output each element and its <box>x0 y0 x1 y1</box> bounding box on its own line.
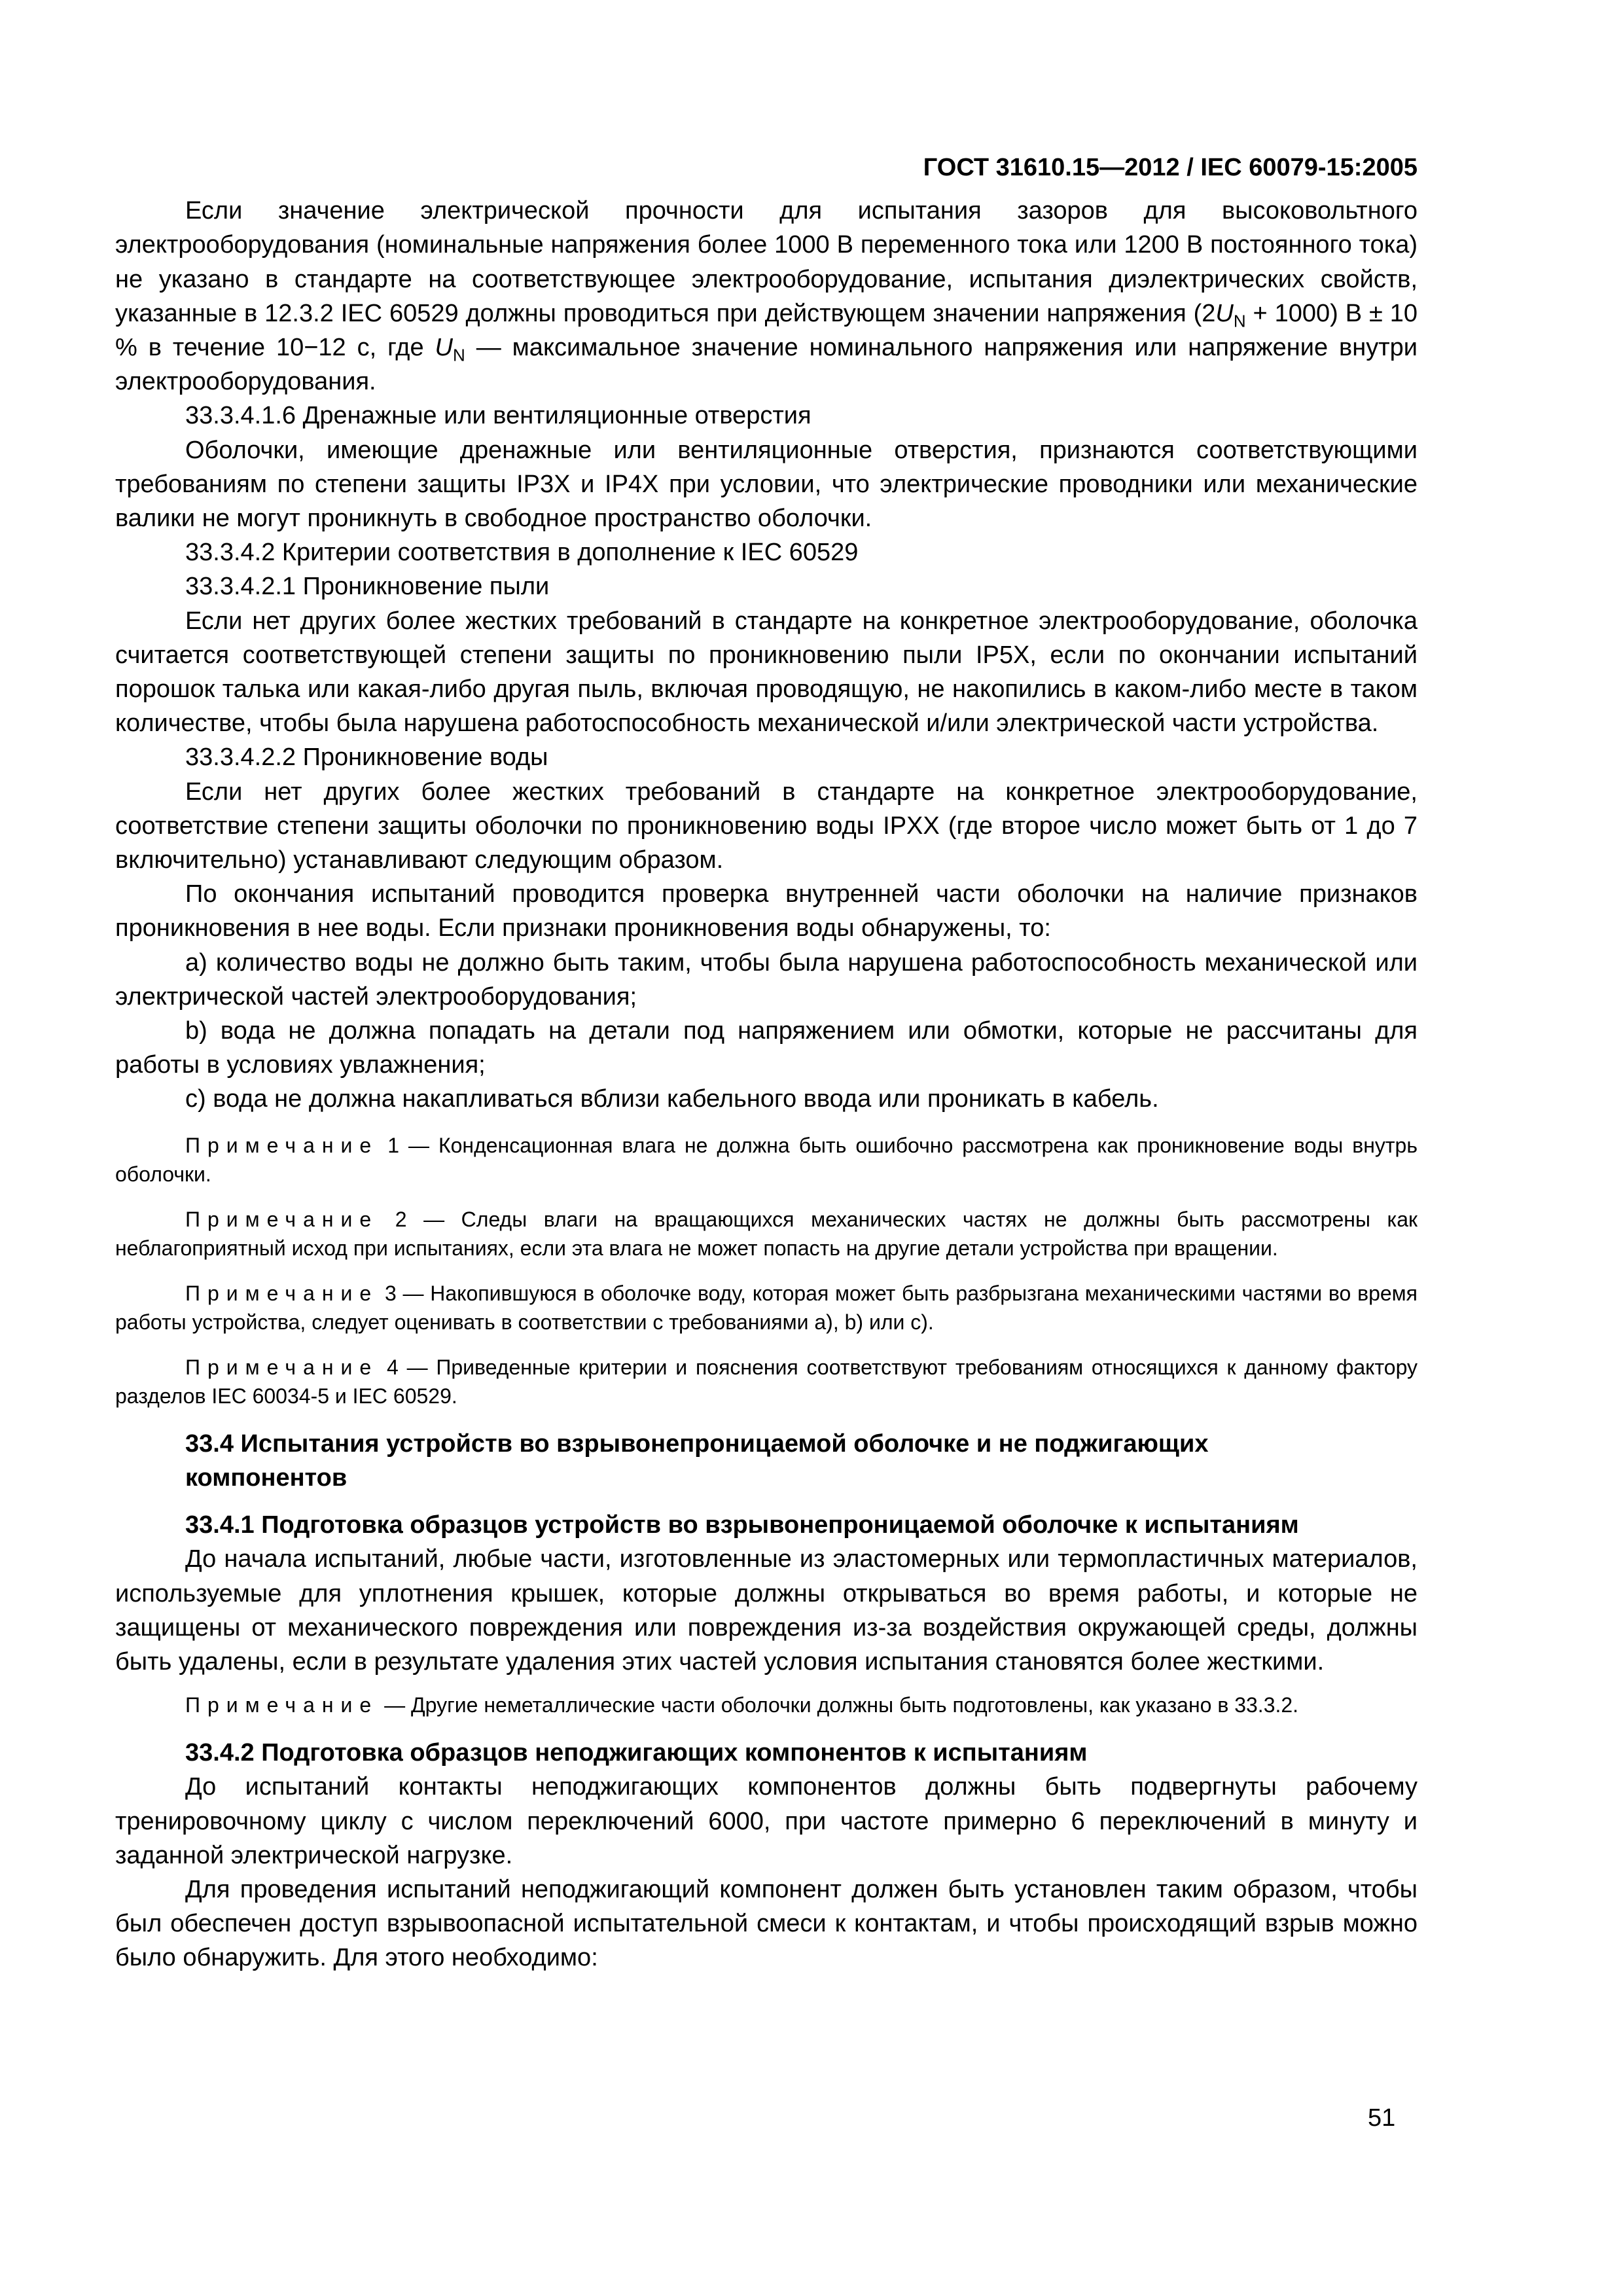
section-33-4-2-text-1: До испытаний контакты неподжигающих компонентов должны быть подвергнуты рабочему тренировочному циклу с числом переключений 6000, при частоте примерно 6 переключений в минуту и заданной электрической нагрузке. <box>115 1773 1418 1869</box>
clause-33-3-4-2-title: 33.3.4.2 Критерии соответствия в дополнение к IEC 60529 <box>185 539 859 567</box>
page-body <box>115 151 1418 1975</box>
note-1: Примечание 1 — Конденсационная влага не должна быть ошибочно рассмотрена как проникновение воды внутрь оболочки. <box>115 1133 1418 1186</box>
clause-33-3-4-1-6-text: Оболочки, имеющие дренажные или вентиляционные отверстия, признаются соответствующими требованиям по степени защиты IP3X и IP4X при условии, что электрические проводники или механические валики не могут проникнуть в свободное пространство оболочки. <box>115 436 1418 533</box>
note-3: Примечание 3 — Накопившуюся в оболочке воду, которая может быть разбрызгана механическими частями во время работы устройства, следует оценивать в соответствии с требованиями а), b) или с). <box>115 1281 1418 1334</box>
section-33-4-2-title: 33.4.2 Подготовка образцов неподжигающих компонентов к испытаниям <box>185 1739 1088 1767</box>
section-33-4-2-text-2: Для проведения испытаний неподжигающий компонент должен быть установлен таким образом, чтобы был обеспечен доступ взрывоопасной испытательной смеси к контактам, и чтобы происходящий взрыв можно было обнаружить. Для этого необходимо: <box>115 1875 1418 1972</box>
note-5: Примечание — Другие неметаллические части оболочки должны быть подготовлены, как указано в 33.3.2. <box>185 1693 1299 1717</box>
section-33-4-1-text: До начала испытаний, любые части, изготовленные из эластомерных или термопластичных материалов, используемые для уплотнения крышек, которые должны открываться во время работы, и которые не защищены от механического повреждения или повреждения из-за воздействия окружающей среды, должны быть удалены, если в результате удаления этих частей условия испытания становятся более жесткими. <box>115 1545 1418 1676</box>
clause-33-3-4-1-6-title: 33.3.4.1.6 Дренажные или вентиляционные отверстия <box>185 402 812 430</box>
section-33-4-title: 33.4 Испытания устройств во взрывонепроницаемой оболочке и не поджигающих компонентов <box>185 1429 1209 1492</box>
clause-33-3-4-2-2-text: Если нет других более жестких требований в стандарте на конкретное электрооборудование, соответствие степени защиты оболочки по проникновению воды IPXX (где второе число может быть от 1 до 7 включительно) устанавливают следующим образом. <box>115 778 1418 874</box>
clause-33-3-4-2-1-title: 33.3.4.2.1 Проникновение пыли <box>185 573 550 601</box>
document-header: ГОСТ 31610.15—2012 / IEC 60079-15:2005 <box>923 154 1418 181</box>
list-item-a: а) количество воды не должно быть таким, чтобы была нарушена работоспособность механической или электрической частей электрооборудования; <box>115 948 1418 1011</box>
section-33-4-1-title: 33.4.1 Подготовка образцов устройств во взрывонепроницаемой оболочке к испытаниям <box>185 1511 1299 1539</box>
list-item-c: с) вода не должна накапливаться вблизи кабельного ввода или проникать в кабель. <box>185 1085 1159 1113</box>
note-2: Примечание 2 — Следы влаги на вращающихся механических частях не должны быть рассмотрены как неблагоприятный исход при испытаниях, если эта влага не может попасть на другие детали устройства при вращении. <box>115 1207 1418 1260</box>
check-paragraph: По окончания испытаний проводится проверка внутренней части оболочки на наличие признаков проникновения в нее воды. Если признаки проникновения воды обнаружены, то: <box>115 880 1418 942</box>
paragraph-dielectric: Если значение электрической прочности для испытания зазоров для высоковольтного электрооборудования (номинальные напряжения более 1000 В переменного тока или 1200 В постоянного тока) не указано в стандарте на соответствующее электрооборудование, испытания диэлектрических свойств, указанные в 12.3.2 IEC 60529 должны проводиться при действующем значении напряжения $(2U_N + 1000) В \pm 10$ % в течение 10−12 с, где $U_N$ — максимальное значение номинального напряжения или напряжение внутри электрооборудования. <box>115 197 1418 396</box>
list-item-b: b) вода не должна попадать на детали под напряжением или обмотки, которые не рассчитаны для работы в условиях увлажнения; <box>115 1017 1418 1079</box>
page-number: 51 <box>1368 2104 1396 2132</box>
clause-33-3-4-2-1-text: Если нет других более жестких требований в стандарте на конкретное электрооборудование, оболочка считается соответствующей степени защиты по проникновению пыли IP5X, если по окончании испытаний порошок талька или какая-либо другая пыль, включая проводящую, не накопились в каком-либо месте в таком количестве, чтобы была нарушена работоспособность механической и/или электрической части устройства. <box>115 607 1418 738</box>
note-4: Примечание 4 — Приведенные критерии и пояснения соответствуют требованиям относящихся к данному фактору разделов IEC 60034-5 и IEC 60529. <box>115 1355 1418 1408</box>
clause-33-3-4-2-2-title: 33.3.4.2.2 Проникновение воды <box>185 744 548 772</box>
